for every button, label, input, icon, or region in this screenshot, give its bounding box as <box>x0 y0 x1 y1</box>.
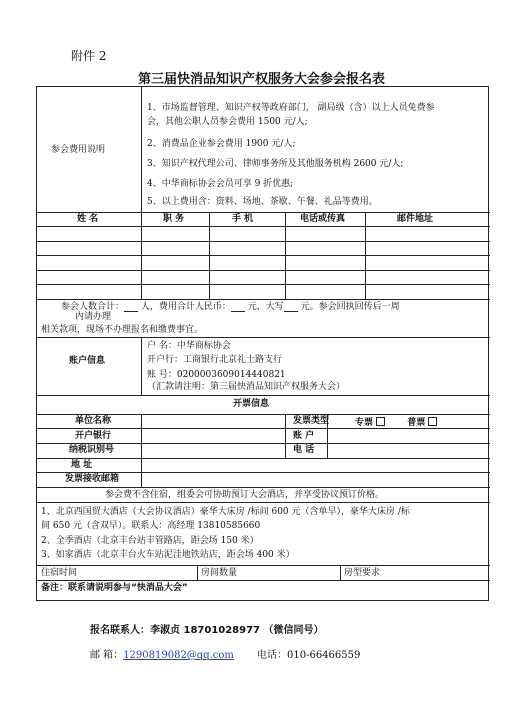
form-title: 第三届快消品知识产权服务大会参会报名表 <box>137 72 385 87</box>
total-fee-label: 人，费用合计人民币： <box>140 302 231 312</box>
participant-row[interactable] <box>38 242 489 254</box>
tax-id-label: 纳税识别号 <box>69 445 115 455</box>
phone-field-label: 电 话 <box>293 445 315 455</box>
participant-row[interactable] <box>38 256 489 269</box>
registration-form <box>36 86 489 601</box>
unit-name-input[interactable] <box>143 415 284 427</box>
fee-line: 5、以上费用含：资料、场地、茶歇、午餐、礼品等费用。 <box>147 197 378 207</box>
account-name: 户 名：中华商标协会 <box>147 341 231 351</box>
bank-input[interactable] <box>143 429 284 442</box>
tax-id-input[interactable] <box>143 444 284 457</box>
col-header-phone-fax: 电话或传真 <box>300 214 346 224</box>
email-link[interactable]: 1290819082@qq.com <box>123 650 234 661</box>
normal-invoice-label: 普票 <box>407 418 426 428</box>
attachment-label: 附件 2 <box>71 49 107 63</box>
participant-row[interactable] <box>38 285 489 298</box>
room-requirement-input[interactable] <box>387 566 489 579</box>
invoice-email-input[interactable] <box>143 473 489 486</box>
total-deadline-text-2: 内请办理 <box>75 312 112 322</box>
participant-row[interactable] <box>38 271 489 283</box>
col-header-mobile: 手 机 <box>232 214 254 224</box>
stay-time-label: 住宿时间 <box>41 568 78 578</box>
unit-name-label: 单位名称 <box>75 416 112 426</box>
fee-label: 参会费用说明 <box>51 145 106 155</box>
fee-line: 会，其他公职人员参会费用 1500 元/人; <box>147 117 308 127</box>
contact-person: 报名联系人：李淑贞 18701028977 （微信同号） <box>90 625 324 636</box>
special-invoice-label: 专票 <box>355 418 374 428</box>
contact-email-line <box>90 651 234 661</box>
address-label: 地 址 <box>71 460 93 470</box>
col-header-title: 职 务 <box>163 214 185 224</box>
invoice-header: 开票信息 <box>233 399 270 409</box>
invoice-type-options <box>355 417 437 428</box>
fee-divider <box>141 87 142 212</box>
fee-line: 4、中华商标协会会员可享 9 折优惠; <box>147 179 294 189</box>
col-header-email: 邮件地址 <box>397 214 434 224</box>
col-header-name: 姓 名 <box>77 214 99 224</box>
contact-phone: 电话：010-66466559 <box>257 650 361 661</box>
special-invoice-checkbox[interactable] <box>376 417 385 426</box>
account-field-label: 账 户 <box>293 431 315 441</box>
hotel-notice: 参会费不含住宿，组委会可协助预订大会酒店，并享受协议预订价格。 <box>105 490 385 500</box>
bank-label: 开户银行 <box>75 431 112 441</box>
total-count-label: 参会人数合计： <box>61 302 125 312</box>
stay-time-input[interactable] <box>85 566 195 579</box>
payment-notice: 相关款项，现场不办理报名和缴费事宜。 <box>41 325 204 335</box>
total-line <box>61 303 400 312</box>
fee-line: 3、知识产权代理公司、律师事务所及其他服务机构 2600 元/人; <box>147 159 404 169</box>
total-caps-label: 元，大写 <box>247 302 284 312</box>
account-input[interactable] <box>329 429 489 442</box>
address-input[interactable] <box>143 459 489 471</box>
account-label: 账户信息 <box>69 356 106 366</box>
hotel-line: 3、如家酒店（北京丰台火车站泥洼地铁站店，距会场 400 米） <box>41 550 295 560</box>
room-count-label: 房间数量 <box>201 568 238 578</box>
normal-invoice-checkbox[interactable] <box>428 417 437 426</box>
total-count-blank[interactable] <box>124 303 138 312</box>
total-deadline-text: 元。参会回执回传后一周 <box>300 302 400 312</box>
remark: 备注：联系请说明参与“快消品大会” <box>41 583 188 593</box>
room-requirement-label: 房型要求 <box>344 568 381 578</box>
hotel-line: 1、北京西国贸大酒店（大会协议酒店）豪华大床房 /标间 600 元（含单早），豪华大床房 /标 <box>41 507 410 517</box>
email-label: 邮 箱： <box>90 650 124 661</box>
total-caps-blank[interactable] <box>284 303 298 312</box>
total-fee-blank[interactable] <box>231 303 245 312</box>
invoice-email-label: 发票接收邮箱 <box>65 474 120 484</box>
fee-line: 2、消费品企业参会费用 1900 元/人; <box>147 139 296 149</box>
participant-row[interactable] <box>38 227 489 240</box>
account-bank: 开户行：工商银行北京礼士路支行 <box>147 355 283 365</box>
account-number: 账 号：0200003609014440821 <box>147 370 286 380</box>
fee-line: 1、市场监督管理、知识产权等政府部门， 副局级（含）以上人员免费参 <box>147 103 435 113</box>
hotel-line: 2、全季酒店（北京丰台站丰管路店，距会场 150 米） <box>41 536 259 546</box>
phone-input[interactable] <box>329 444 489 457</box>
account-note: （汇款请注明：第三届快消品知识产权服务大会） <box>147 382 346 392</box>
invoice-type-label: 发票类型 <box>293 416 330 426</box>
hotel-line: 间 650 元（含双早）。联系人：高经理 13810585660 <box>41 521 261 531</box>
room-count-input[interactable] <box>243 566 338 579</box>
